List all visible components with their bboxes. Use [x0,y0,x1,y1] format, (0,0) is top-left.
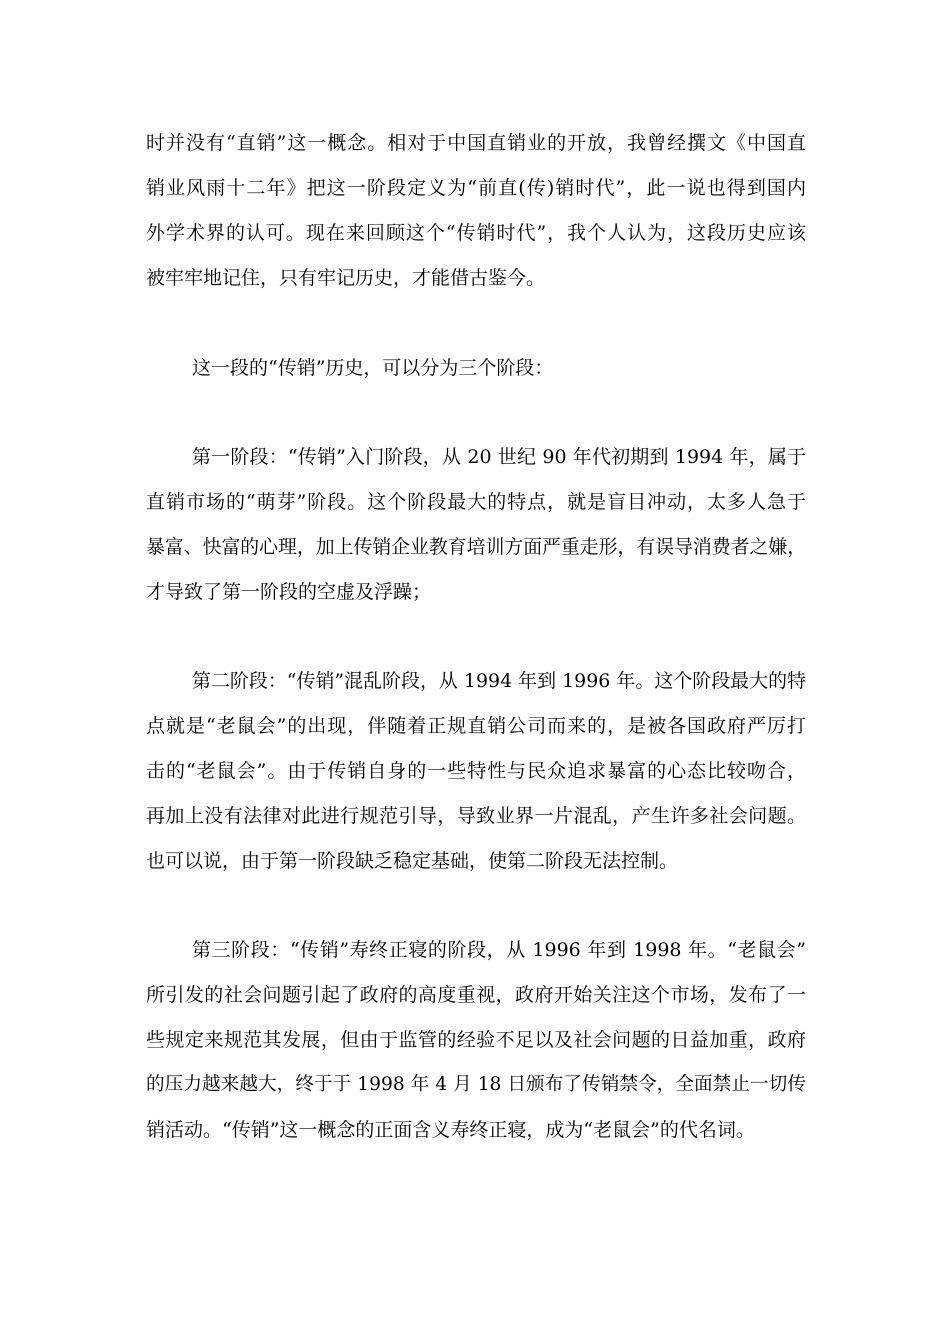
paragraph-4-line-4: 再加上没有法律对此进行规范引导，导致业界一片混乱，产生许多社会问题。 [146,805,806,827]
paragraph-3-line-1: 第一阶段：“传销”入门阶段，从 20 世纪 90 年代初期到 1994 年，属于 [192,446,806,468]
paragraph-3-line-4: 才导致了第一阶段的空虚及浮躁； [146,581,432,603]
paragraph-4-line-3: 击的“老鼠会”。由于传销自身的一些特性与民众追求暴富的心态比较吻合， [146,760,806,782]
paragraph-2-line-1: 这一段的“传销”历史，可以分为三个阶段： [192,357,554,379]
paragraph-5-line-2: 所引发的社会问题引起了政府的高度重视，政府开始关注这个市场，发布了一 [146,984,806,1006]
paragraph-5-line-5: 销活动。“传销”这一概念的正面含义寿终正寝，成为“老鼠会”的代名词。 [146,1119,755,1141]
paragraph-4-line-2: 点就是“老鼠会”的出现，伴随着正规直销公司而来的，是被各国政府严厉打 [146,715,806,737]
paragraph-4-line-1: 第二阶段：“传销”混乱阶段，从 1994 年到 1996 年。这个阶段最大的特 [192,670,806,692]
paragraph-1-line-3: 外学术界的认可。现在来回顾这个“传销时代”，我个人认为，这段历史应该 [146,222,806,244]
paragraph-3-line-3: 暴富、快富的心理，加上传销企业教育培训方面严重走形，有误导消费者之嫌， [146,536,807,558]
paragraph-1-line-1: 时并没有“直销”这一概念。相对于中国直销业的开放，我曾经撰文《中国直 [146,132,806,154]
paragraph-5-line-3: 些规定来规范其发展，但由于监管的经验不足以及社会问题的日益加重，政府 [146,1029,806,1051]
paragraph-5-line-1: 第三阶段：“传销”寿终正寝的阶段，从 1996 年到 1998 年。“老鼠会” [192,939,806,961]
paragraph-1-line-2: 销业风雨十二年》把这一阶段定义为“前直(传)销时代”，此一说也得到国内 [146,177,806,199]
paragraph-4-line-5: 也可以说，由于第一阶段缺乏稳定基础，使第二阶段无法控制。 [146,850,679,872]
paragraph-1-line-4: 被牢牢地记住，只有牢记历史，才能借古鉴今。 [146,267,546,289]
paragraph-3-line-2: 直销市场的“萌芽”阶段。这个阶段最大的特点，就是盲目冲动，太多人急于 [146,491,806,513]
paragraph-5-line-4: 的压力越来越大，终于于 1998 年 4 月 18 日颁布了传销禁令，全面禁止一切传 [146,1074,806,1095]
